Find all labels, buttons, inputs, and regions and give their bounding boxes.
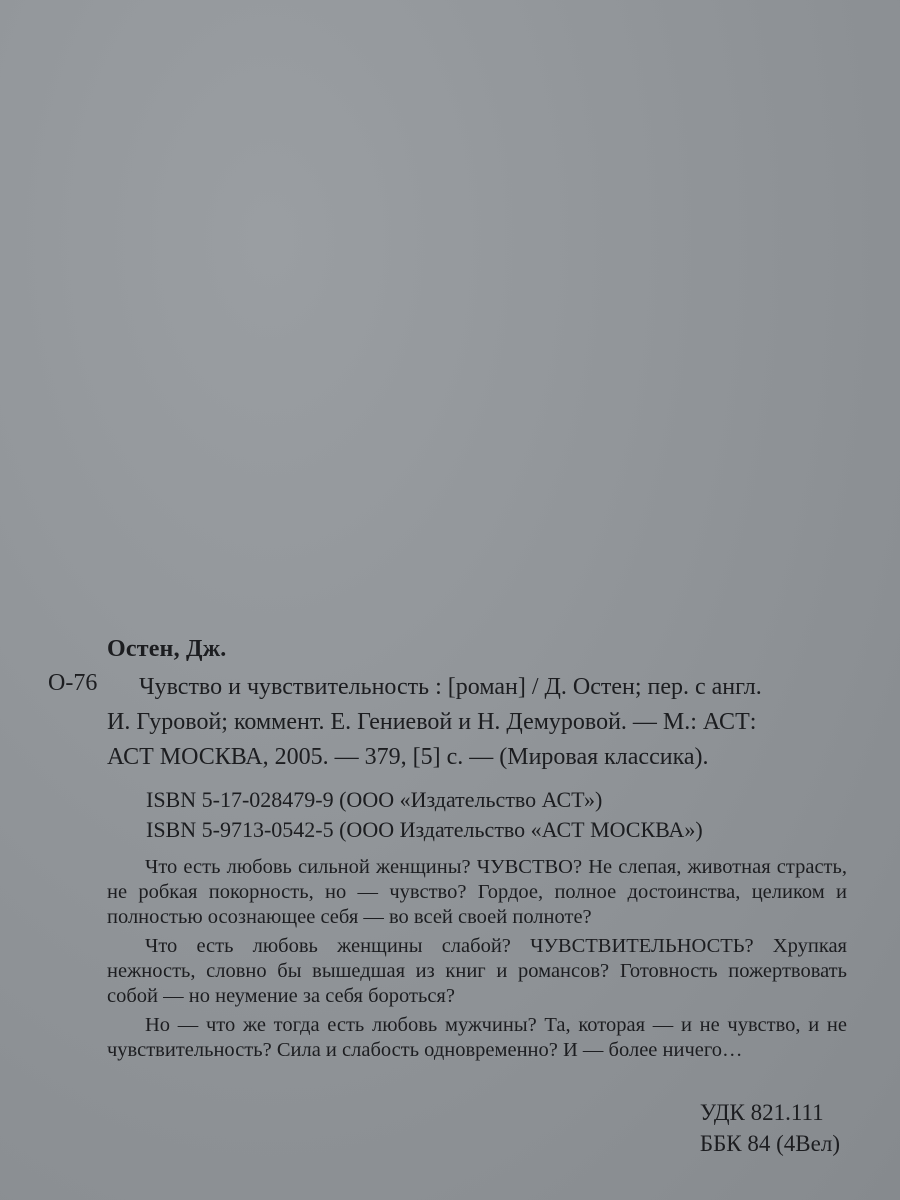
isbn-ast-moskva: ISBN 5-9713-0542-5 (ООО Издательство «АСТ МОСКВА») [146,817,703,842]
bib-line-publisher: АСТ МОСКВА, 2005. — 379, [5] с. — (Мировая классика). [107,744,709,770]
annotation-paragraph: Что есть любовь женщины слабой? ЧУВСТВИТЕЛЬНОСТЬ? Хрупкая нежность, словно бы вышедшая из книг и романсов? Готовность пожертвовать собой — но неумение за себя бороться? [107,935,847,1007]
isbn-ast: ISBN 5-17-028479-9 (ООО «Издательство АСТ») [146,787,603,812]
classification-index [700,1097,840,1159]
annotation-paragraph: Что есть любовь сильной женщины? ЧУВСТВО? Не слепая, животная страсть, не робкая покорность, но — чувство? Гордое, полное достоинства, целиком и полностью осознающее себя — во всей своей полноте? [107,856,847,928]
catalog-code: О-76 [48,670,98,696]
bib-line-translators: И. Гуровой; коммент. Е. Гениевой и Н. Демуровой. — М.: АСТ: [107,709,757,735]
isbn-block [146,785,703,845]
author-heading: Остен, Дж. [107,636,227,662]
annotation-paragraph: Но — что же тогда есть любовь мужчины? Та, которая — и не чувство, и не чувствительность? Сила и слабость одновременно? И — более ничего… [107,1014,847,1061]
bibliographic-description [107,670,867,775]
bbk-code: ББК 84 (4Вел) [699,1131,840,1156]
annotation [107,855,847,1067]
bib-line-title: Чувство и чувствительность : [роман] / Д. Остен; пер. с англ. [139,674,762,700]
udk-code: УДК 821.111 [699,1100,824,1125]
